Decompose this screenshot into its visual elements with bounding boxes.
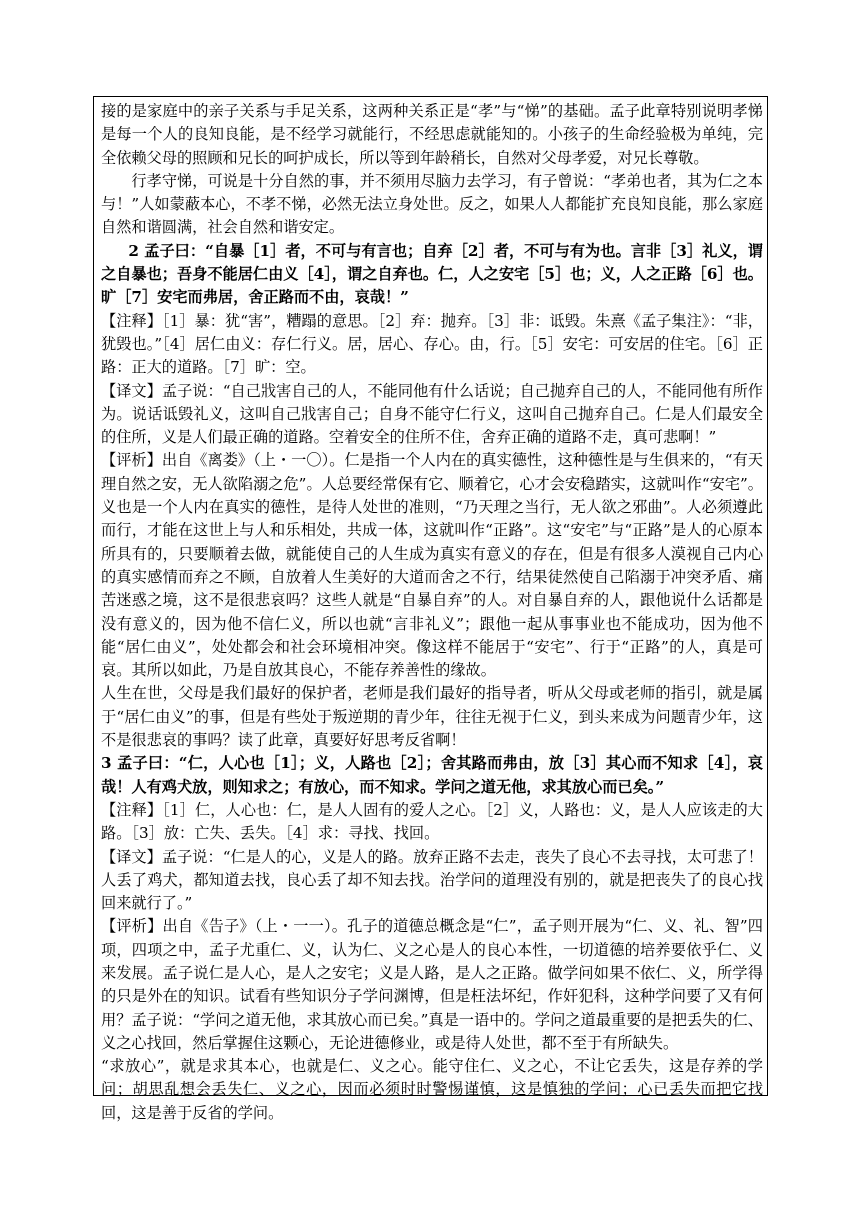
passage-3-commentary: 【评析】出自《告子》（上・一一）。孔子的道德总概念是“仁”，孟子则开展为“仁、义、礼、智”四项，四项之中，孟子尤重仁、义，认为仁、义之心是人的良心本性，一切道德的培养要依乎仁、义来发展。孟子说仁是人心，是人之安宅；义是人路，是人之正路。做学问如果不依仁、义，所学得的只是外在的知识。试看有些知识分子学问渊博，但是枉法坏纪，作奸犯科，这种学问要了又有何用？孟子说：“学问之道无他，求其放心而已矣。”真是一语中的。学问之道最重要的是把丢失的仁、义之心找回，然后掌握住这颗心，无论进德修业，或是待人处世，都不至于有所缺失。 bbox=[101, 917, 763, 1052]
passage-2-text: 2 孟子曰：“自暴［1］者，不可与有言也；自弃［2］者，不可与有为也。言非［3］礼义，谓之自暴也；吾身不能居仁由义［4］，谓之自弃也。仁，人之安宅［5］也；义，人之正路［6］也。旷［7］安宅而弗居，舍正路而不由，哀哉！” bbox=[101, 241, 763, 307]
passage-2-notes: 【注释】［1］暴：犹“害”，糟蹋的意思。［2］弃：抛弃。［3］非：诋毁。朱熹《孟子集注》：“非，犹毁也。”［4］居仁由义：存仁行义。居，居心、存心。由，行。［5］安宅：可安居的住宅。［6］正路：正大的道路。［7］旷：空。 bbox=[101, 311, 763, 377]
paragraph-xiaoti-basis: 接的是家庭中的亲子关系与手足关系，这两种关系正是“孝”与“悌”的基础。孟子此章特别说明孝悌是每一个人的良知良能，是不经学习就能行，不经思虑就能知的。小孩子的生命经验极为单纯，完全依赖父母的照顾和兄长的呵护成长，所以等到年龄稍长，自然对父母孝爱，对兄长尊敬。 bbox=[101, 102, 763, 167]
passage-2-reflection: 人生在世，父母是我们最好的保护者，老师是我们最好的指导者，听从父母或老师的指引，就是属于“居仁由义”的事，但是有些处于叛逆期的青少年，往往无视于仁义，到头来成为问题青少年，这不是很悲哀的事吗？读了此章，真要好好思考反省啊！ bbox=[101, 684, 763, 750]
passage-3-text: 3 孟子曰：“仁，人心也［1］；义，人路也［2］；舍其路而弗由，放［3］其心而不知求［4］，哀哉！人有鸡犬放，则知求之；有放心，而不知求。学问之道无他，求其放心而已矣。” bbox=[101, 754, 763, 796]
passage-3-notes: 【注释】［1］仁，人心也：仁，是人人固有的爱人之心。［2］义，人路也：义，是人人应该走的大路。［3］放：亡失、丢失。［4］求：寻找、找回。 bbox=[101, 800, 763, 843]
document-body bbox=[101, 100, 763, 1125]
passage-2-translation: 【译文】孟子说：“自己戕害自己的人，不能同他有什么话说；自己抛弃自己的人，不能同他有所作为。说话诋毁礼义，这叫自己戕害自己；自身不能守仁行义，这叫自己抛弃自己。仁是人们最安全的住所，义是人们最正确的道路。空着安全的住所不住，舍弃正确的道路不走，真可悲啊！” bbox=[101, 381, 763, 447]
passage-2-commentary: 【评析】出自《离娄》（上・一〇）。仁是指一个人内在的真实德性，这种德性是与生俱来的，“有天理自然之安，无人欲陷溺之危”。人总要经常保有它、顺着它，心才会安稳踏实，这就叫作“安宅”。义也是一个人内在真实的德性，是待人处世的准则，“乃天理之当行，无人欲之邪曲”。人必须遵此而行，才能在这世上与人和乐相处，共成一体，这就叫作“正路”。这“安宅”与“正路”是人的心原本所具有的，只要顺着去做，就能使自己的人生成为真实有意义的存在，但是有很多人漠视自己内心的真实感情而弃之不顾，自放着人生美好的大道而舍之不行，结果徒然使自己陷溺于冲突矛盾、痛苦迷惑之境，这不是很悲哀吗？这些人就是“自暴自弃”的人。对自暴自弃的人，跟他说什么话都是没有意义的，因为他不信仁义，所以也就“言非礼义”；跟他一起从事事业也不能成功，因为他不能“居仁由义”，处处都会和社会环境相冲突。像这样不能居于“安宅”、行于“正路”的人，真是可哀。其所以如此，乃是自放其良心，不能存养善性的缘故。 bbox=[101, 451, 763, 680]
passage-3-translation: 【译文】孟子说：“仁是人的心，义是人的路。放弃正路不去走，丧失了良心不去寻找，太可悲了！人丢了鸡犬，都知道去找，良心丢了却不知去找。治学问的道理没有别的，就是把丧失了的良心找回来就行了。” bbox=[101, 847, 763, 913]
paragraph-xiaoti-natural: 行孝守悌，可说是十分自然的事，并不须用尽脑力去学习，有子曾说：“孝弟也者，其为仁之本与！”人如蒙蔽本心，不孝不悌，必然无法立身处世。反之，如果人人都能扩充良知良能，那么家庭自然和谐圆满，社会自然和谐安定。 bbox=[101, 171, 763, 237]
passage-3-conclusion: “求放心”，就是求其本心，也就是仁、义之心。能守住仁、义之心，不让它丢失，这是存养的学问；胡思乱想会丢失仁、义之心，因而必须时时警惕谨慎，这是慎独的学问；心已丢失而把它找回，这是善于反省的学问。 bbox=[101, 1057, 763, 1122]
